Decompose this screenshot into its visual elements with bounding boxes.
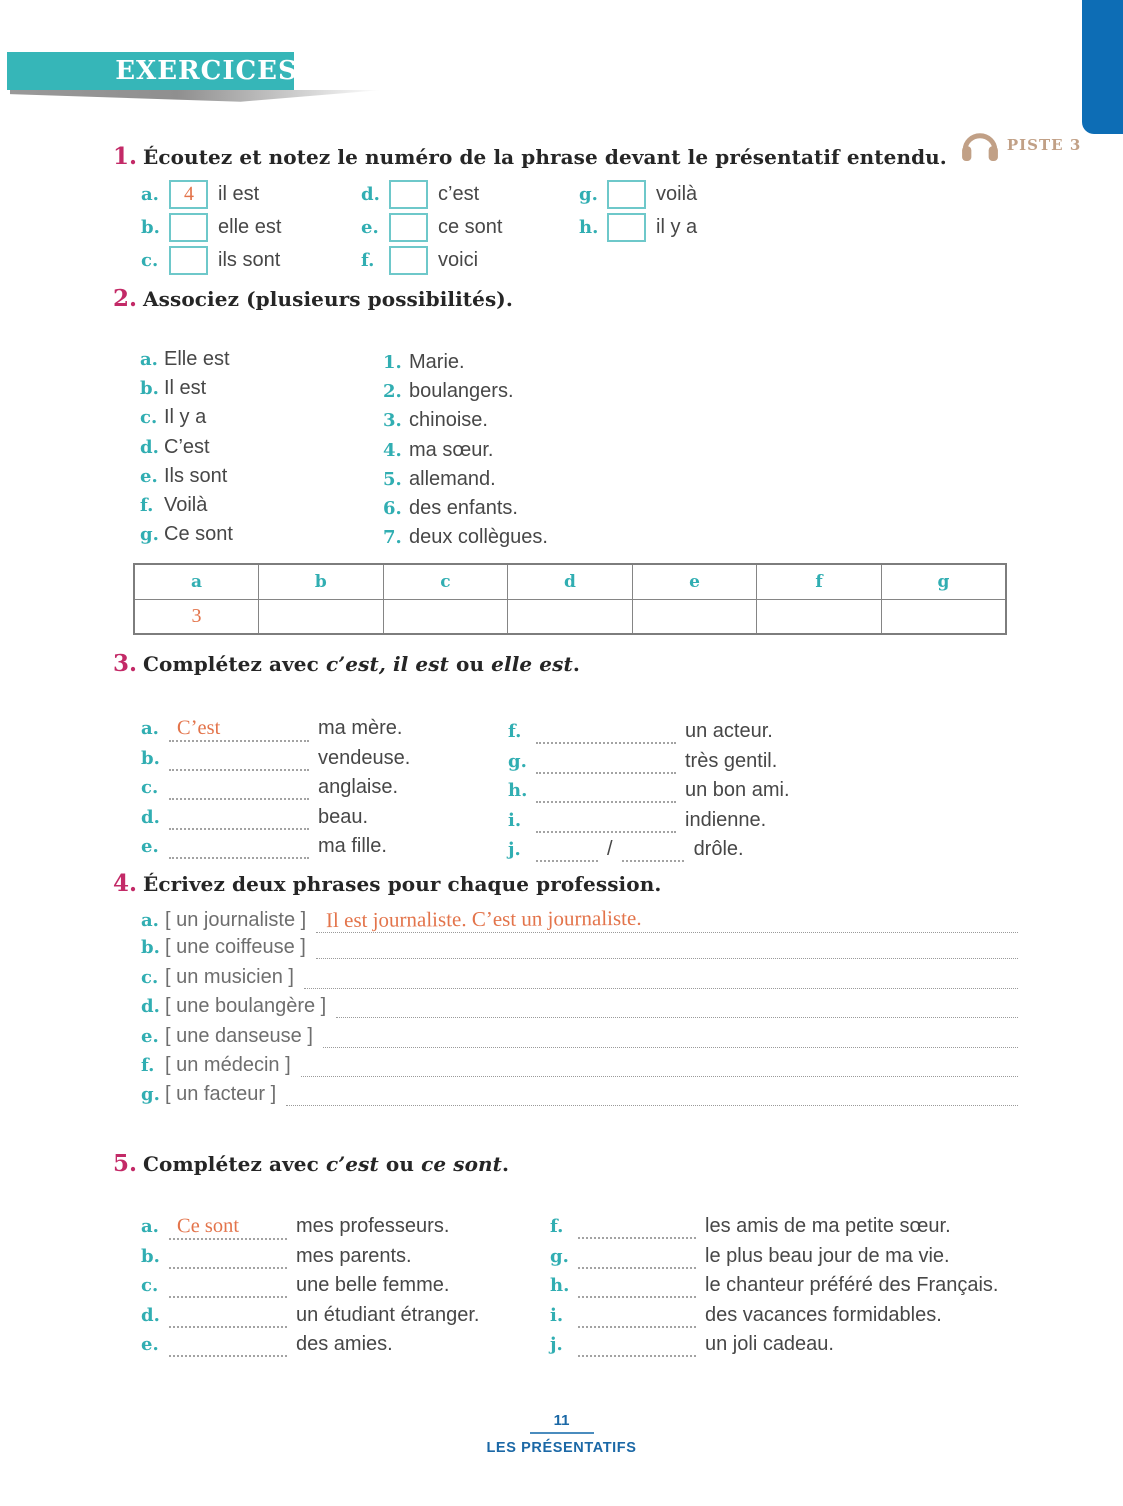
fill-blank[interactable] (169, 1249, 287, 1269)
table-answer-cell[interactable] (757, 599, 882, 634)
fill-blank[interactable] (169, 717, 309, 742)
item-label: des enfants. (409, 496, 518, 519)
item-label: deux collègues. (409, 526, 548, 549)
item-letter: f. (141, 1054, 155, 1076)
item-letter: f. (140, 494, 154, 516)
list-item (579, 211, 697, 244)
item-label: C’est (164, 435, 210, 458)
item-label: ma fille. (318, 835, 387, 858)
item-letter: c. (141, 777, 159, 799)
fill-blank[interactable] (622, 842, 684, 862)
fill-blank[interactable] (169, 1278, 287, 1298)
item-label: voici (438, 249, 479, 271)
list-item (550, 1274, 999, 1304)
fill-blank[interactable] (169, 780, 309, 800)
list-item (508, 779, 790, 809)
item-letter: a. (141, 910, 159, 931)
item-label: un acteur. (685, 720, 773, 742)
list-item (141, 717, 410, 747)
fill-blank[interactable] (169, 839, 309, 859)
item-label: il est (218, 183, 260, 205)
item-letter: g. (550, 1245, 569, 1267)
exercise-5-items (113, 1177, 1033, 1356)
exercise-3 (113, 650, 1033, 861)
item-label: Elle est (164, 348, 230, 370)
profession-label: [ une coiffeuse ] (165, 936, 306, 959)
writing-line[interactable] (304, 970, 1018, 989)
item-number: 2. (383, 381, 402, 403)
item-label: mes professeurs. (296, 1215, 450, 1237)
list-item (141, 1274, 479, 1304)
table-answer-cell[interactable] (632, 599, 757, 634)
table-header-cell: g (881, 564, 1006, 599)
list-item (508, 750, 790, 780)
list-item (141, 995, 1018, 1024)
banner-label: EXERCICES (115, 56, 298, 86)
item-label: des amies. (296, 1333, 393, 1356)
list-item (141, 835, 410, 865)
exercise-title: Complétez avec c’est, il est ou elle est. (143, 652, 580, 676)
exercise-4-items (113, 907, 1018, 1113)
handwritten-answer: Il est journaliste. C’est un journaliste. (326, 905, 642, 933)
exercise-number: 1. (113, 143, 138, 170)
list-item (141, 1083, 1018, 1112)
list-item (361, 178, 502, 211)
item-letter: d. (361, 184, 380, 205)
item-letter: e. (141, 1025, 159, 1047)
list-item (140, 348, 233, 377)
item-label: les amis de ma petite sœur. (705, 1215, 951, 1237)
handwritten-answer: 3 (191, 604, 202, 627)
item-label: très gentil. (685, 749, 778, 772)
exercise-4 (113, 870, 1018, 1113)
item-letter: a. (141, 1216, 159, 1237)
item-letter: c. (140, 407, 158, 429)
answer-box[interactable] (389, 246, 428, 275)
list-item (140, 494, 233, 523)
list-item (140, 523, 233, 552)
list-item (141, 747, 410, 777)
writing-line[interactable] (323, 1029, 1018, 1048)
item-letter: a. (141, 718, 159, 739)
profession-label: [ un journaliste ] (165, 909, 307, 931)
item-letter: j. (508, 839, 521, 861)
profession-label: [ une danseuse ] (165, 1024, 313, 1047)
list-item (508, 720, 790, 750)
exercise-number: 3. (113, 650, 138, 677)
item-letter: e. (141, 836, 159, 858)
fill-blank[interactable] (169, 1308, 287, 1328)
item-letter: c. (141, 966, 159, 988)
list-item (140, 377, 233, 406)
handwritten-answer: 4 (183, 182, 194, 206)
list-item (383, 409, 548, 438)
answer-box[interactable] (607, 213, 646, 242)
fill-blank[interactable] (536, 783, 676, 803)
table-answer-cell[interactable] (383, 599, 508, 634)
headphones-icon (959, 126, 1001, 164)
list-item (361, 211, 502, 244)
item-letter: h. (508, 780, 528, 802)
page-number: 11 (553, 1412, 570, 1429)
answer-box[interactable] (389, 213, 428, 242)
writing-line[interactable] (286, 1087, 1018, 1106)
writing-line[interactable] (336, 999, 1018, 1018)
list-item (141, 244, 281, 277)
item-letter: f. (508, 721, 522, 742)
item-label: c’est (438, 183, 480, 205)
fill-blank[interactable] (169, 1337, 287, 1357)
item-label: chinoise. (409, 409, 488, 432)
item-label: Il est (164, 377, 207, 400)
list-item (383, 351, 548, 380)
item-letter: a. (141, 184, 159, 205)
chapter-title: LES PRÉSENTATIFS (486, 1440, 637, 1456)
exercise-5-header (113, 1150, 1033, 1177)
table-header-cell: f (757, 564, 882, 599)
fill-blank[interactable] (169, 751, 309, 771)
writing-line[interactable] (316, 940, 1018, 959)
list-item (383, 497, 548, 526)
item-number: 3. (383, 410, 402, 432)
exercise-title: Associez (plusieurs possibilités). (143, 287, 513, 311)
profession-label: [ un médecin ] (165, 1053, 291, 1076)
item-letter: b. (141, 1245, 160, 1267)
item-letter: c. (141, 1275, 159, 1297)
profession-label: [ une boulangère ] (165, 995, 327, 1018)
item-label: ils sont (218, 249, 281, 271)
answer-box[interactable] (169, 213, 208, 242)
item-label: il y a (656, 216, 698, 238)
list-item (140, 465, 233, 494)
item-label: ce sont (438, 216, 503, 238)
table-header-cell: c (383, 564, 508, 599)
list-item (141, 1215, 479, 1245)
audio-badge (959, 126, 1081, 164)
item-label: voilà (656, 183, 698, 205)
table-header-cell: a (134, 564, 259, 599)
item-label: Marie. (409, 351, 465, 373)
table-header-cell: e (632, 564, 757, 599)
handwritten-answer: C’est (176, 716, 221, 740)
fill-blank[interactable] (578, 1337, 696, 1357)
item-letter: a. (140, 349, 158, 370)
fill-blank[interactable] (169, 1215, 287, 1240)
item-label: Il y a (164, 406, 207, 429)
item-label: vendeuse. (318, 746, 411, 769)
item-letter: g. (508, 750, 527, 772)
list-item (141, 1025, 1018, 1054)
exercises-banner (7, 52, 298, 90)
item-label: Ce sont (164, 523, 233, 546)
list-item (141, 1245, 479, 1275)
exercise-1 (113, 126, 1082, 280)
list-item (140, 406, 233, 435)
item-label: le chanteur préféré des Français. (705, 1274, 999, 1297)
table-answer-cell[interactable] (259, 599, 384, 634)
item-letter: f. (550, 1216, 564, 1237)
list-item (550, 1333, 999, 1363)
fill-blank[interactable] (578, 1278, 696, 1298)
list-item (141, 936, 1018, 965)
table-header-cell: b (259, 564, 384, 599)
list-item (141, 1333, 479, 1363)
item-letter: b. (141, 747, 160, 769)
item-label: elle est (218, 216, 282, 238)
exercise-number: 5. (113, 1150, 138, 1177)
exercise-1-header (113, 126, 1082, 170)
list-item (141, 211, 281, 244)
answer-table-header-row (134, 564, 1006, 599)
list-item (550, 1245, 999, 1275)
answer-table (133, 563, 1007, 635)
item-label: indienne. (685, 808, 767, 831)
item-number: 1. (383, 352, 402, 373)
fill-blank[interactable] (578, 1249, 696, 1269)
item-letter: g. (141, 1084, 160, 1106)
table-answer-cell[interactable] (508, 599, 633, 634)
item-letter: b. (141, 937, 160, 959)
item-label: Voilà (164, 493, 208, 516)
list-item (141, 1054, 1018, 1083)
item-label: ma sœur. (409, 438, 494, 461)
item-label: Ils sont (164, 464, 228, 487)
fill-blank[interactable] (536, 842, 598, 862)
matching-lists (113, 312, 1033, 627)
list-item (141, 806, 410, 836)
exercise-3-header (113, 650, 1033, 677)
table-answer-cell[interactable] (881, 599, 1006, 634)
list-item (141, 1304, 479, 1334)
item-label: allemand. (409, 467, 496, 490)
item-letter: b. (141, 217, 160, 238)
fill-blank[interactable] (536, 724, 676, 744)
item-label: drôle. (693, 838, 744, 861)
item-letter: d. (141, 1304, 160, 1326)
answer-box[interactable] (169, 180, 208, 209)
exercise-number: 2. (113, 285, 138, 312)
banner-shadow (10, 90, 382, 103)
page-corner-tab (1082, 0, 1123, 134)
item-label: anglaise. (318, 776, 399, 799)
writing-line[interactable] (301, 1058, 1018, 1077)
item-label: beau. (318, 805, 369, 828)
fill-blank[interactable] (169, 810, 309, 830)
exercise-3-items (113, 677, 1033, 861)
list-item (383, 468, 548, 497)
item-label: des vacances formidables. (705, 1303, 942, 1326)
item-letter: h. (579, 217, 599, 238)
fill-blank[interactable] (536, 754, 676, 774)
item-number: 4. (383, 439, 402, 461)
item-label: le plus beau jour de ma vie. (705, 1244, 950, 1267)
list-item (383, 439, 548, 468)
answer-box[interactable] (389, 180, 428, 209)
list-item (508, 809, 790, 839)
item-label: mes parents. (296, 1244, 412, 1267)
exercise-2-header (113, 285, 1033, 312)
fill-blank[interactable] (536, 813, 676, 833)
item-letter: f. (361, 250, 375, 271)
item-letter: d. (141, 806, 160, 828)
profession-label: [ un facteur ] (165, 1083, 277, 1106)
exercise-4-header (113, 870, 1018, 897)
page-footer (0, 1412, 1123, 1456)
item-letter: e. (140, 465, 158, 487)
page-number-rule (530, 1432, 594, 1434)
list-item (383, 526, 548, 555)
handwritten-answer: Ce sont (176, 1214, 240, 1238)
slash-separator: / (607, 838, 613, 861)
item-label: un joli cadeau. (705, 1333, 834, 1356)
table-answer-cell[interactable] (134, 599, 259, 634)
item-letter: g. (579, 184, 598, 205)
item-label: un bon ami. (685, 779, 790, 802)
exercise-title: Complétez avec c’est ou ce sont. (143, 1152, 510, 1176)
fill-blank[interactable] (578, 1219, 696, 1239)
fill-blank[interactable] (578, 1308, 696, 1328)
item-number: 6. (383, 497, 402, 519)
exercise-title: Écoutez et notez le numéro de la phrase devant le présentatif entendu. (143, 145, 947, 169)
exercise-number: 4. (113, 870, 138, 897)
item-letter: j. (550, 1334, 563, 1356)
exercise-2 (113, 285, 1033, 627)
list-item (140, 436, 233, 465)
list-item (141, 907, 1018, 936)
item-letter: e. (141, 1334, 159, 1356)
item-letter: b. (140, 378, 159, 400)
audio-track-label: PISTE 3 (1006, 136, 1082, 154)
list-item (508, 838, 790, 868)
item-label: ma mère. (318, 717, 403, 739)
list-item (141, 776, 410, 806)
exercise-title: Écrivez deux phrases pour chaque profession. (143, 872, 662, 896)
item-number: 7. (383, 527, 402, 549)
item-letter: c. (141, 250, 159, 271)
exercise-1-items (113, 178, 1033, 280)
exercise-5 (113, 1150, 1033, 1356)
item-letter: i. (550, 1304, 564, 1326)
list-item (579, 178, 697, 211)
item-letter: h. (550, 1275, 570, 1297)
answer-box[interactable] (607, 180, 646, 209)
list-item (550, 1215, 999, 1245)
item-letter: e. (361, 217, 379, 238)
answer-box[interactable] (169, 246, 208, 275)
list-item (141, 178, 281, 211)
item-letter: d. (141, 996, 160, 1018)
table-header-cell: d (508, 564, 633, 599)
list-item (383, 380, 548, 409)
list-item (141, 966, 1018, 995)
item-number: 5. (383, 468, 402, 490)
item-label: un étudiant étranger. (296, 1303, 480, 1326)
item-label: une belle femme. (296, 1274, 450, 1297)
list-item (361, 244, 502, 277)
answer-table-row (134, 599, 1006, 634)
writing-line[interactable] (316, 907, 1018, 933)
item-label: boulangers. (409, 380, 514, 403)
item-letter: d. (140, 436, 159, 458)
item-letter: g. (140, 524, 159, 546)
list-item (550, 1304, 999, 1334)
profession-label: [ un musicien ] (165, 965, 294, 988)
item-letter: i. (508, 809, 522, 831)
